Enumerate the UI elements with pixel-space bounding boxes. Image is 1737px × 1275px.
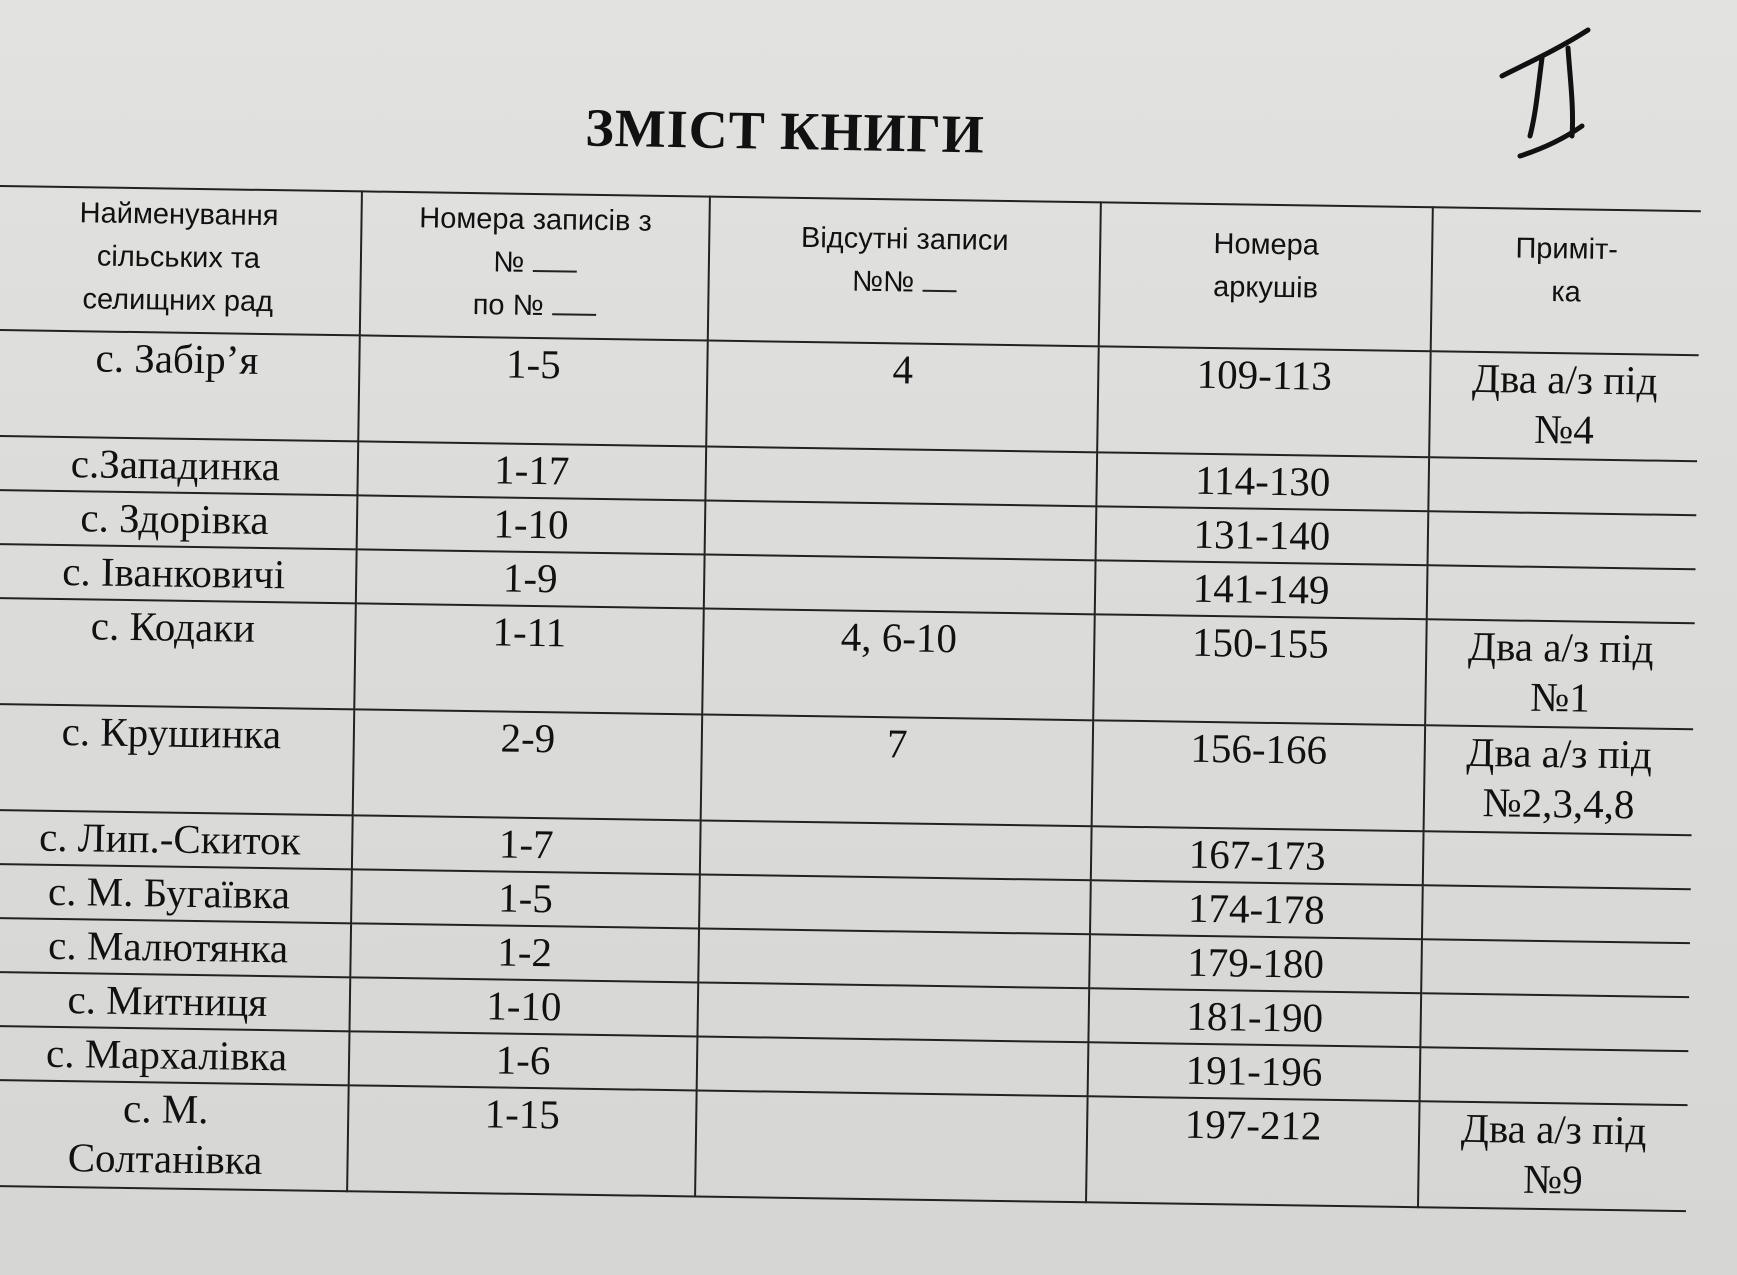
sheet-range: 114-130 <box>1096 452 1429 511</box>
header-council-name: Найменування сільських та селищних рад <box>0 186 362 335</box>
missing-records <box>698 928 1090 988</box>
sheet-range: 181-190 <box>1088 988 1421 1047</box>
header-note: Приміт- ка <box>1431 207 1701 355</box>
council-name: с. Малютянка <box>0 918 351 977</box>
note <box>1422 885 1691 943</box>
record-range: 1-7 <box>352 815 701 874</box>
record-range: 1-10 <box>357 495 706 554</box>
record-range: 1-17 <box>357 441 706 500</box>
missing-records <box>704 555 1096 615</box>
council-name: с. Крушинка <box>0 704 354 815</box>
sheet-range: 191-196 <box>1088 1042 1421 1101</box>
council-name: с. Забір’я <box>0 330 360 441</box>
sheet-range: 131-140 <box>1096 506 1429 565</box>
note <box>1423 831 1692 889</box>
contents-table <box>0 185 1701 1212</box>
note <box>1427 565 1696 623</box>
note: Два а/з під №9 <box>1418 1101 1688 1211</box>
record-range: 1-6 <box>349 1031 698 1090</box>
sheet-range: 167-173 <box>1091 826 1424 885</box>
sheet-range: 141-149 <box>1095 560 1428 619</box>
record-range: 1-15 <box>347 1085 697 1196</box>
note <box>1420 993 1689 1051</box>
header-sheet-numbers: Номера аркушів <box>1099 202 1433 351</box>
council-name: с. Лип.-Скиток <box>0 810 353 869</box>
council-name: с. Митниця <box>0 972 350 1031</box>
note <box>1421 939 1690 997</box>
council-name: с. М. Бугаївка <box>0 864 352 923</box>
sheet-range: 156-166 <box>1092 720 1426 831</box>
missing-records <box>705 447 1097 507</box>
record-range: 2-9 <box>353 709 703 820</box>
sheet-range: 174-178 <box>1090 880 1423 939</box>
council-name: с. М. Солтанівка <box>0 1080 349 1191</box>
page-title: ЗМІСТ КНИГИ <box>584 97 986 165</box>
council-name: с.Западинка <box>0 436 358 495</box>
handwritten-signature <box>1490 18 1600 168</box>
header-missing-records: Відсутні записи №№ <box>708 197 1101 347</box>
missing-records <box>695 1090 1088 1202</box>
note <box>1420 1047 1689 1105</box>
record-range: 1-9 <box>356 549 705 608</box>
sheet-range: 179-180 <box>1089 934 1422 993</box>
council-name: с. Кодаки <box>0 598 356 709</box>
table-header-row <box>0 186 1701 355</box>
missing-records <box>697 1036 1089 1096</box>
missing-records <box>699 874 1091 934</box>
note: Два а/з під №4 <box>1429 351 1699 461</box>
note: Два а/з під №1 <box>1425 619 1695 729</box>
council-name: с. Мархалівка <box>0 1026 349 1085</box>
note <box>1428 511 1697 569</box>
missing-records: 4, 6-10 <box>702 609 1095 721</box>
missing-records <box>705 501 1097 561</box>
note: Два а/з під №2,3,4,8 <box>1424 725 1694 835</box>
sheet-range: 150-155 <box>1093 614 1427 725</box>
note <box>1428 457 1697 515</box>
missing-records <box>697 982 1089 1042</box>
record-range: 1-10 <box>349 977 698 1036</box>
record-range: 1-2 <box>350 923 699 982</box>
missing-records <box>700 820 1092 880</box>
sheet-range: 109-113 <box>1097 346 1431 457</box>
sheet-range: 197-212 <box>1086 1096 1420 1207</box>
header-record-numbers: Номера записів з № по № <box>360 191 710 340</box>
council-name: с. Здорівка <box>0 490 357 549</box>
record-range: 1-11 <box>354 603 704 714</box>
record-range: 1-5 <box>351 869 700 928</box>
council-name: с. Іванковичі <box>0 544 357 603</box>
record-range: 1-5 <box>358 335 708 446</box>
missing-records: 4 <box>706 341 1099 453</box>
missing-records: 7 <box>701 715 1094 827</box>
